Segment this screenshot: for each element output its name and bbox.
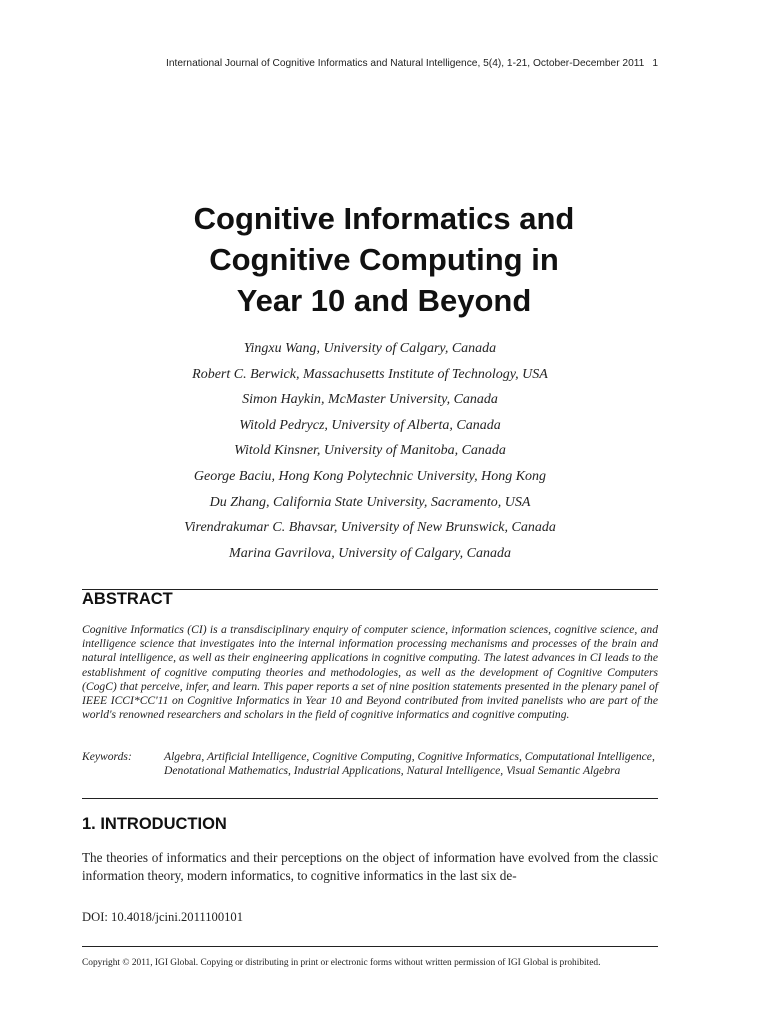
abstract-bottom-rule [82, 798, 658, 799]
author-line: Simon Haykin, McMaster University, Canada [242, 392, 498, 408]
footer-rule [82, 946, 658, 947]
keywords-block [82, 750, 658, 778]
title-line: Cognitive Informatics and [193, 201, 575, 236]
author-line: Virendrakumar C. Bhavsar, University of New Brunswick, Canada [184, 520, 556, 536]
title-line: Cognitive Computing in [209, 242, 559, 277]
author-line: Yingxu Wang, University of Calgary, Canada [243, 341, 497, 356]
author-line: George Baciu, Hong Kong Polytechnic University, Hong Kong [193, 468, 547, 484]
introduction-text: The theories of informatics and their perceptions on the object of information have evolved from the classic information theory, modern informatics, to cognitive informatics in the last six de- [82, 850, 658, 883]
paper-title [0, 198, 768, 321]
page-number: 1 [652, 58, 658, 69]
keywords-text: Algebra, Artificial Intelligence, Cognitive Computing, Cognitive Informatics, Computational Intelligence, Denotational Mathematics, Industrial Applications, Natural Intelligence, Visual Semantic Algebra [164, 750, 655, 778]
journal-citation: International Journal of Cognitive Informatics and Natural Intelligence, 5(4), 1-21, October-December 2011 [166, 58, 645, 69]
running-header [166, 58, 658, 69]
author-line: Robert C. Berwick, Massachusetts Institute of Technology, USA [192, 366, 548, 382]
introduction-heading: 1. INTRODUCTION [82, 815, 227, 833]
keywords-label: Keywords: [82, 750, 132, 763]
title-line: Year 10 and Beyond [236, 283, 532, 318]
abstract-heading: ABSTRACT [82, 590, 173, 608]
author-line: Du Zhang, California State University, Sacramento, USA [209, 494, 531, 510]
author-line: Witold Kinsner, University of Manitoba, Canada [234, 443, 506, 459]
author-list [0, 336, 740, 566]
author-line: Marina Gavrilova, University of Calgary, Canada [229, 545, 511, 561]
copyright-notice: Copyright © 2011, IGI Global. Copying or distributing in print or electronic forms without written permission of IGI Global is prohibited. [82, 958, 601, 968]
abstract-text: Cognitive Informatics (CI) is a transdisciplinary enquiry of computer science, information sciences, cognitive science, and intelligence science that investigates into the internal information processing mechanisms and processes of the brain and natural intelligence, as well as their engineering applications in cognitive computing. The latest advances in CI leads to the establishment of cognitive computing theories and methodologies, as well as the development of Cognitive Computers (CogC) that perceive, infer, and learn. This paper reports a set of nine position statements presented in the plenary panel of IEEE ICCI*CC'11 on Cognitive Informatics in Year 10 and Beyond contributed from invited panelists who are part of the world's renowned researchers and scholars in the field of cognitive informatics and cognitive computing. [82, 623, 658, 722]
author-line: Witold Pedrycz, University of Alberta, Canada [239, 417, 501, 433]
doi: DOI: 10.4018/jcini.2011100101 [82, 910, 244, 924]
